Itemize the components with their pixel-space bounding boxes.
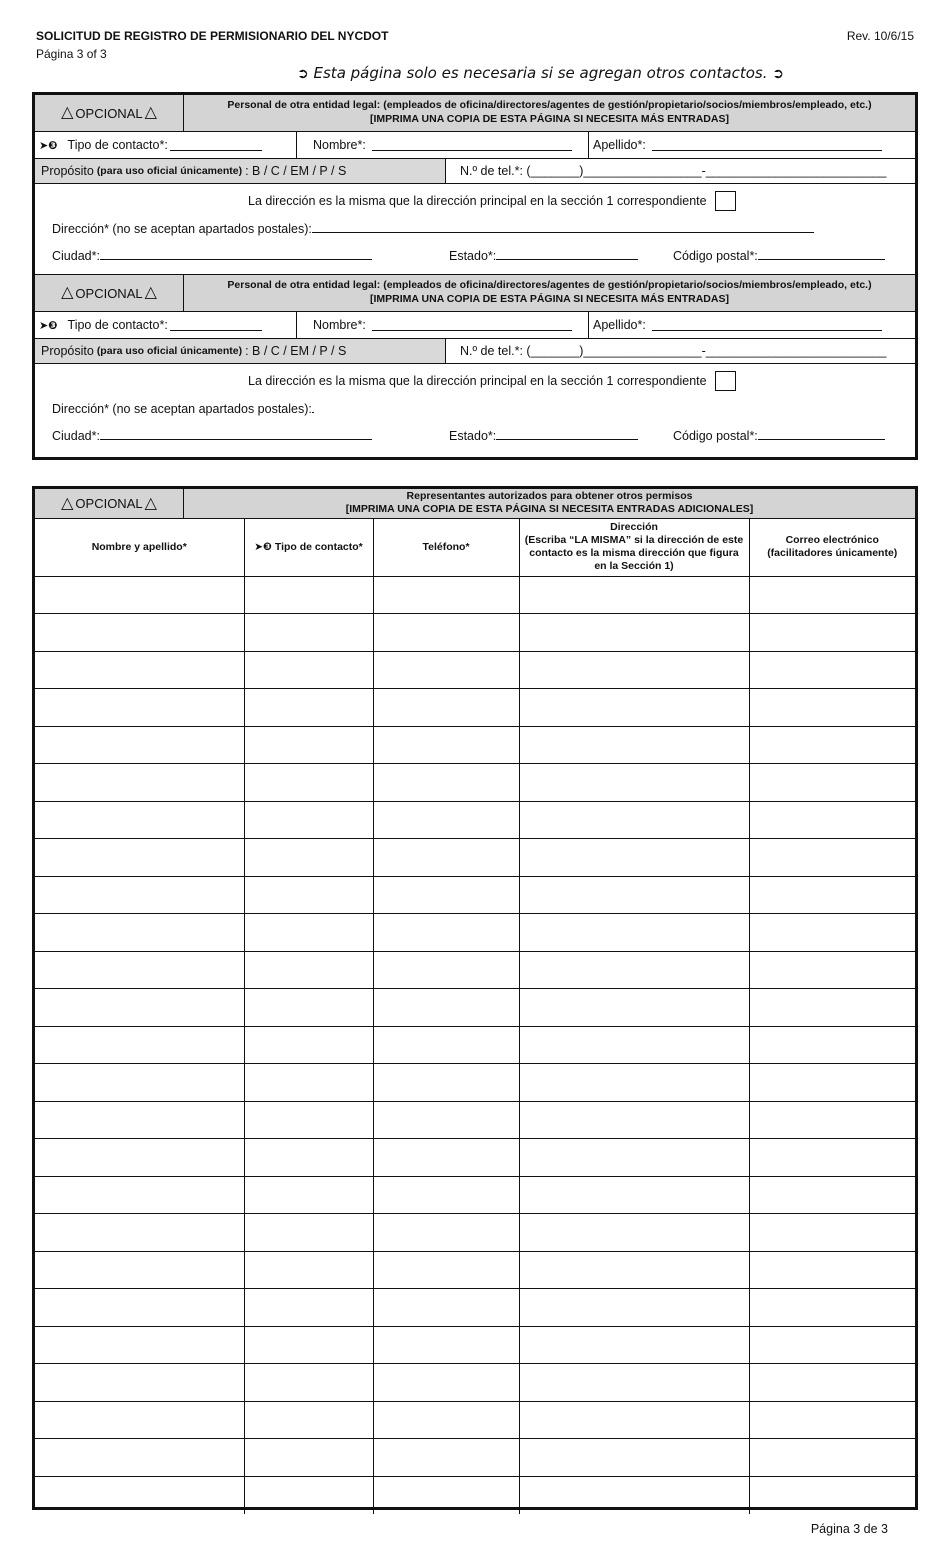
table-cell[interactable] — [373, 1439, 519, 1477]
table-cell[interactable] — [749, 1401, 915, 1439]
table-cell[interactable] — [244, 614, 373, 652]
table-cell[interactable] — [244, 1439, 373, 1477]
table-cell[interactable] — [519, 651, 749, 689]
table-cell[interactable] — [373, 1476, 519, 1514]
table-cell[interactable] — [519, 764, 749, 802]
arrow-number-icon: ➤❸ — [39, 139, 58, 152]
table-cell[interactable] — [244, 1026, 373, 1064]
table-row — [35, 914, 915, 952]
table-cell[interactable] — [519, 1176, 749, 1214]
table-cell[interactable] — [749, 839, 915, 877]
zip-field[interactable]: Código postal*: — [673, 428, 885, 443]
table-cell[interactable] — [35, 914, 244, 952]
table-cell[interactable] — [749, 576, 915, 614]
optional-label: △ OPCIONAL △ — [35, 95, 184, 131]
phone-field[interactable]: N.º de tel.*: (_______)_________________-__________________________ — [460, 164, 887, 178]
address-block — [35, 184, 915, 275]
table-cell[interactable] — [244, 914, 373, 952]
table-cell[interactable] — [35, 1026, 244, 1064]
table-row — [35, 1064, 915, 1102]
table-row — [35, 1214, 915, 1252]
table-cell[interactable] — [519, 1026, 749, 1064]
table-row — [35, 876, 915, 914]
city-field[interactable]: Ciudad*: — [52, 428, 372, 443]
table-cell[interactable] — [519, 876, 749, 914]
table-cell[interactable] — [519, 1064, 749, 1102]
arrow-icon-end: ➲ — [772, 66, 785, 82]
table-cell[interactable] — [373, 689, 519, 727]
state-field[interactable]: Estado*: — [449, 428, 638, 443]
table-cell[interactable] — [35, 1214, 244, 1252]
table-cell[interactable] — [244, 1289, 373, 1327]
table-cell[interactable] — [244, 1139, 373, 1177]
triangle-icon: △ — [61, 494, 74, 512]
address-block — [35, 364, 915, 455]
last-name-field[interactable]: Apellido*: — [589, 312, 915, 338]
table-cell[interactable] — [373, 614, 519, 652]
optional-label: △ OPCIONAL △ — [35, 489, 184, 518]
triangle-icon: △ — [144, 494, 157, 512]
contact-section-title: Personal de otra entidad legal: (empleados de oficina/directores/agentes de gestión/propietario/socios/miembros/empleado, etc.) [IMPRIMA UNA COPIA DE ESTA PÁGINA SI NECESITA MÁS ENTRADAS] — [184, 95, 915, 131]
form-title: SOLICITUD DE REGISTRO DE PERMISIONARIO DEL NYCDOT — [36, 29, 389, 43]
table-cell[interactable] — [244, 576, 373, 614]
table-cell[interactable] — [35, 689, 244, 727]
table-cell[interactable] — [35, 576, 244, 614]
table-cell[interactable] — [519, 1289, 749, 1327]
contact-name-row — [35, 312, 915, 339]
representatives-title: Representantes autorizados para obtener otros permisos [IMPRIMA UNA COPIA DE ESTA PÁGINA SI NECESITA ENTRADAS ADICIONALES] — [184, 489, 915, 518]
triangle-icon: △ — [144, 284, 157, 301]
table-cell[interactable] — [35, 1289, 244, 1327]
table-cell[interactable] — [35, 1176, 244, 1214]
table-row — [35, 1476, 915, 1514]
notice-text: Esta página solo es necesaria si se agregan otros contactos. — [313, 64, 768, 82]
table-cell[interactable] — [244, 1326, 373, 1364]
table-cell[interactable] — [35, 1139, 244, 1177]
table-cell[interactable] — [749, 801, 915, 839]
table-cell[interactable] — [373, 989, 519, 1027]
table-row — [35, 1364, 915, 1402]
other-contacts-box — [32, 92, 918, 460]
table-cell[interactable] — [35, 1401, 244, 1439]
table-cell[interactable] — [749, 914, 915, 952]
table-cell[interactable] — [373, 1176, 519, 1214]
table-cell[interactable] — [244, 726, 373, 764]
address-field[interactable]: Dirección* (no se aceptan apartados postales): — [52, 402, 312, 416]
optional-notice — [297, 64, 784, 82]
contact-section-header — [35, 275, 915, 312]
contact-section-header — [35, 95, 915, 132]
table-cell[interactable] — [244, 839, 373, 877]
table-cell[interactable] — [519, 1326, 749, 1364]
same-address-checkbox[interactable] — [715, 371, 736, 391]
purpose-phone-row — [35, 339, 915, 364]
table-cell[interactable] — [373, 1364, 519, 1402]
table-row — [35, 989, 915, 1027]
table-cell[interactable] — [373, 1251, 519, 1289]
purpose-field: Propósito (para uso oficial únicamente) : B / C / EM / P / S — [35, 159, 446, 183]
zip-field[interactable]: Código postal*: — [673, 248, 885, 263]
table-cell[interactable] — [519, 689, 749, 727]
table-cell[interactable] — [35, 651, 244, 689]
table-cell[interactable] — [244, 651, 373, 689]
table-cell[interactable] — [749, 1326, 915, 1364]
same-address-label: La dirección es la misma que la dirección principal en la sección 1 correspondiente — [248, 374, 707, 388]
table-cell[interactable] — [749, 614, 915, 652]
table-cell[interactable] — [244, 764, 373, 802]
col-name-header: Nombre y apellido* — [35, 519, 244, 576]
table-cell[interactable] — [244, 1401, 373, 1439]
table-cell[interactable] — [749, 689, 915, 727]
table-cell[interactable] — [519, 839, 749, 877]
table-cell[interactable] — [749, 1476, 915, 1514]
table-row — [35, 1251, 915, 1289]
table-cell[interactable] — [35, 1251, 244, 1289]
col-type-header: ➤❸ Tipo de contacto* — [244, 519, 373, 576]
table-cell[interactable] — [244, 689, 373, 727]
table-cell[interactable] — [244, 801, 373, 839]
table-row — [35, 689, 915, 727]
contact-name-row — [35, 132, 915, 159]
table-row — [35, 1176, 915, 1214]
table-row — [35, 726, 915, 764]
table-cell[interactable] — [519, 914, 749, 952]
table-row — [35, 1289, 915, 1327]
contact-section-title: Personal de otra entidad legal: (empleados de oficina/directores/agentes de gestión/propietario/socios/miembros/empleado, etc.) [IMPRIMA UNA COPIA DE ESTA PÁGINA SI NECESITA MÁS ENTRADAS] — [184, 275, 915, 311]
same-address-checkbox[interactable] — [715, 191, 736, 211]
table-cell[interactable] — [244, 1214, 373, 1252]
table-cell[interactable] — [749, 764, 915, 802]
table-cell[interactable] — [244, 1476, 373, 1514]
table-cell[interactable] — [373, 576, 519, 614]
col-address-header: Dirección (Escriba “LA MISMA” si la dirección de este contacto es la misma dirección que figura en la Sección 1) — [519, 519, 749, 576]
table-cell[interactable] — [519, 726, 749, 764]
table-cell[interactable] — [519, 1101, 749, 1139]
table-cell[interactable] — [519, 614, 749, 652]
table-row — [35, 614, 915, 652]
table-cell[interactable] — [244, 1101, 373, 1139]
table-row — [35, 1026, 915, 1064]
table-cell[interactable] — [519, 1139, 749, 1177]
table-cell[interactable] — [519, 1364, 749, 1402]
table-row — [35, 651, 915, 689]
phone-field[interactable]: N.º de tel.*: (_______)_________________-__________________________ — [460, 344, 887, 358]
first-name-field[interactable]: Nombre*: — [297, 132, 589, 158]
table-cell[interactable] — [749, 1364, 915, 1402]
table-cell[interactable] — [35, 1439, 244, 1477]
table-cell[interactable] — [519, 1401, 749, 1439]
contact-type-field[interactable]: ➤❸ Tipo de contacto*: — [35, 312, 297, 338]
table-row — [35, 1401, 915, 1439]
table-cell[interactable] — [35, 876, 244, 914]
city-field[interactable]: Ciudad*: — [52, 248, 372, 263]
table-cell[interactable] — [519, 989, 749, 1027]
table-cell[interactable] — [244, 1364, 373, 1402]
table-cell[interactable] — [35, 989, 244, 1027]
table-cell[interactable] — [519, 1476, 749, 1514]
table-row — [35, 1139, 915, 1177]
table-cell[interactable] — [35, 614, 244, 652]
table-cell[interactable] — [519, 801, 749, 839]
table-row — [35, 951, 915, 989]
contact-section — [35, 95, 915, 275]
table-cell[interactable] — [373, 914, 519, 952]
table-cell[interactable] — [519, 1214, 749, 1252]
table-cell[interactable] — [373, 1139, 519, 1177]
table-cell[interactable] — [35, 1364, 244, 1402]
purpose-phone-row — [35, 159, 915, 184]
table-cell[interactable] — [519, 576, 749, 614]
triangle-icon: △ — [61, 284, 74, 301]
table-cell[interactable] — [373, 801, 519, 839]
table-cell[interactable] — [749, 1139, 915, 1177]
table-cell[interactable] — [244, 1064, 373, 1102]
arrow-icon: ➲ — [297, 66, 309, 82]
table-cell[interactable] — [35, 951, 244, 989]
address-field[interactable]: Dirección* (no se aceptan apartados postales): — [52, 221, 814, 236]
table-cell[interactable] — [373, 764, 519, 802]
state-field[interactable]: Estado*: — [449, 248, 638, 263]
page-indicator: Página 3 of 3 — [36, 47, 107, 61]
table-cell[interactable] — [35, 839, 244, 877]
table-row — [35, 576, 915, 614]
representatives-box — [32, 486, 918, 1510]
table-cell[interactable] — [35, 1476, 244, 1514]
table-row — [35, 1439, 915, 1477]
table-row — [35, 1101, 915, 1139]
table-cell[interactable] — [244, 989, 373, 1027]
col-email-header: Correo electrónico (facilitadores únicamente) — [749, 519, 915, 576]
table-cell[interactable] — [373, 1214, 519, 1252]
table-cell[interactable] — [373, 839, 519, 877]
col-phone-header: Teléfono* — [373, 519, 519, 576]
table-cell[interactable] — [749, 1214, 915, 1252]
footer-page: Página 3 de 3 — [810, 1522, 888, 1536]
table-cell[interactable] — [373, 1101, 519, 1139]
table-row — [35, 839, 915, 877]
contact-section — [35, 275, 915, 455]
table-cell[interactable] — [373, 1064, 519, 1102]
first-name-field[interactable]: Nombre*: — [297, 312, 589, 338]
table-cell[interactable] — [244, 951, 373, 989]
table-cell[interactable] — [749, 876, 915, 914]
table-cell[interactable] — [749, 1289, 915, 1327]
table-row — [35, 764, 915, 802]
table-cell[interactable] — [749, 1064, 915, 1102]
table-cell[interactable] — [373, 1401, 519, 1439]
table-cell[interactable] — [519, 1439, 749, 1477]
table-cell[interactable] — [35, 764, 244, 802]
table-cell[interactable] — [749, 951, 915, 989]
table-cell[interactable] — [519, 1251, 749, 1289]
table-cell[interactable] — [373, 1289, 519, 1327]
table-cell[interactable] — [35, 1101, 244, 1139]
table-cell[interactable] — [749, 1439, 915, 1477]
table-cell[interactable] — [749, 1251, 915, 1289]
table-cell[interactable] — [244, 1176, 373, 1214]
table-cell[interactable] — [749, 1026, 915, 1064]
table-cell[interactable] — [373, 726, 519, 764]
optional-label: △ OPCIONAL △ — [35, 275, 184, 311]
revision-date: Rev. 10/6/15 — [846, 29, 914, 43]
triangle-icon: △ — [61, 104, 74, 121]
arrow-number-icon: ➤❸ — [39, 319, 58, 332]
table-cell[interactable] — [35, 726, 244, 764]
table-cell[interactable] — [519, 951, 749, 989]
table-cell[interactable] — [35, 1064, 244, 1102]
table-cell[interactable] — [749, 989, 915, 1027]
table-cell[interactable] — [749, 651, 915, 689]
table-cell[interactable] — [373, 1026, 519, 1064]
table-row — [35, 801, 915, 839]
table-cell[interactable] — [244, 1251, 373, 1289]
table-cell[interactable] — [373, 951, 519, 989]
triangle-icon: △ — [144, 104, 157, 121]
contact-type-field[interactable]: ➤❸ Tipo de contacto*: — [35, 132, 297, 158]
same-address-label: La dirección es la misma que la dirección principal en la sección 1 correspondiente — [248, 194, 707, 208]
table-cell[interactable] — [749, 726, 915, 764]
table-cell[interactable] — [35, 1326, 244, 1364]
representatives-table — [35, 519, 915, 1514]
last-name-field[interactable]: Apellido*: — [589, 132, 915, 158]
table-cell[interactable] — [35, 801, 244, 839]
table-cell[interactable] — [244, 876, 373, 914]
table-cell[interactable] — [373, 1326, 519, 1364]
table-row — [35, 1326, 915, 1364]
table-cell[interactable] — [373, 651, 519, 689]
representatives-header — [35, 489, 915, 519]
table-cell[interactable] — [749, 1176, 915, 1214]
purpose-field: Propósito (para uso oficial únicamente) : B / C / EM / P / S — [35, 339, 446, 363]
table-cell[interactable] — [749, 1101, 915, 1139]
table-cell[interactable] — [373, 876, 519, 914]
